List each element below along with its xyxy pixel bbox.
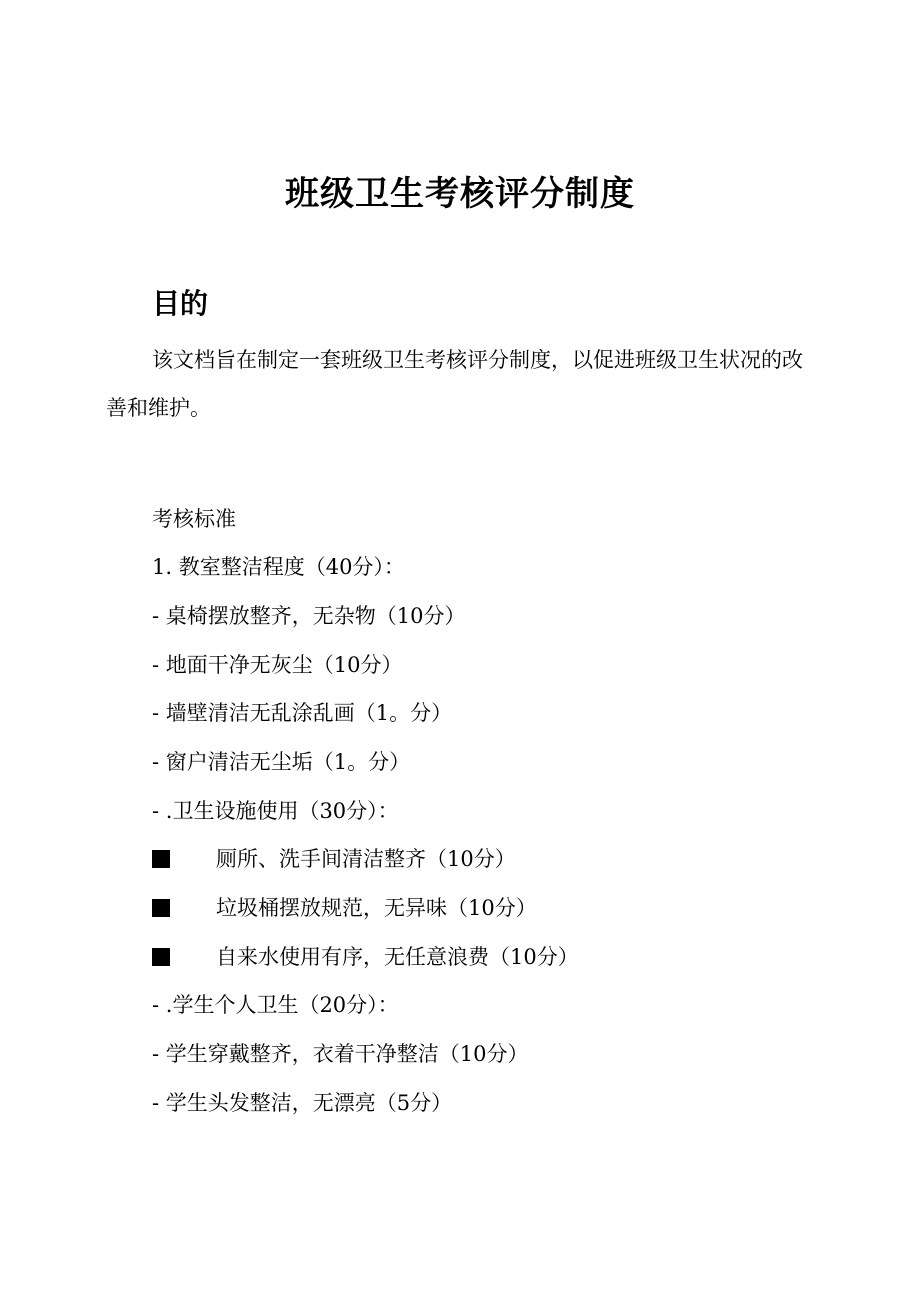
criteria-line: - 桌椅摆放整齐，无杂物（10分） bbox=[152, 604, 466, 628]
criteria-heading: 考核标准 bbox=[152, 507, 236, 531]
bullet-text: 垃圾桶摆放规范，无异味（10分） bbox=[216, 896, 537, 920]
criteria-line: 1. 教室整洁程度（40分）： bbox=[152, 555, 405, 579]
purpose-heading: 目的 bbox=[152, 287, 209, 320]
document-title: 班级卫生考核评分制度 bbox=[285, 174, 635, 214]
bullet-item bbox=[152, 941, 579, 973]
bullet-text: 自来水使用有序，无任意浪费（10分） bbox=[216, 945, 579, 969]
criteria-line: - .学生个人卫生（20分）： bbox=[152, 993, 399, 1017]
criteria-line: - 窗户清洁无尘垢（1。分） bbox=[152, 750, 411, 774]
purpose-paragraph: 该文档旨在制定一套班级卫生考核评分制度，以促进班级卫生状况的改善和维护。 bbox=[106, 348, 803, 420]
criteria-line: - 学生头发整洁，无漂亮（5分） bbox=[152, 1091, 453, 1115]
criteria-line: - 地面干净无灰尘（10分） bbox=[152, 653, 403, 677]
criteria-line: - .卫生设施使用（30分）： bbox=[152, 799, 399, 823]
criteria-line: - 墙壁清洁无乱涂乱画（1。分） bbox=[152, 701, 453, 725]
bullet-item bbox=[152, 843, 516, 875]
square-bullet-icon bbox=[152, 850, 170, 868]
square-bullet-icon bbox=[152, 899, 170, 917]
criteria-line: - 学生穿戴整齐，衣着干净整洁（10分） bbox=[152, 1042, 529, 1066]
bullet-text: 厕所、洗手间清洁整齐（10分） bbox=[216, 847, 516, 871]
bullet-item bbox=[152, 892, 537, 924]
square-bullet-icon bbox=[152, 948, 170, 966]
